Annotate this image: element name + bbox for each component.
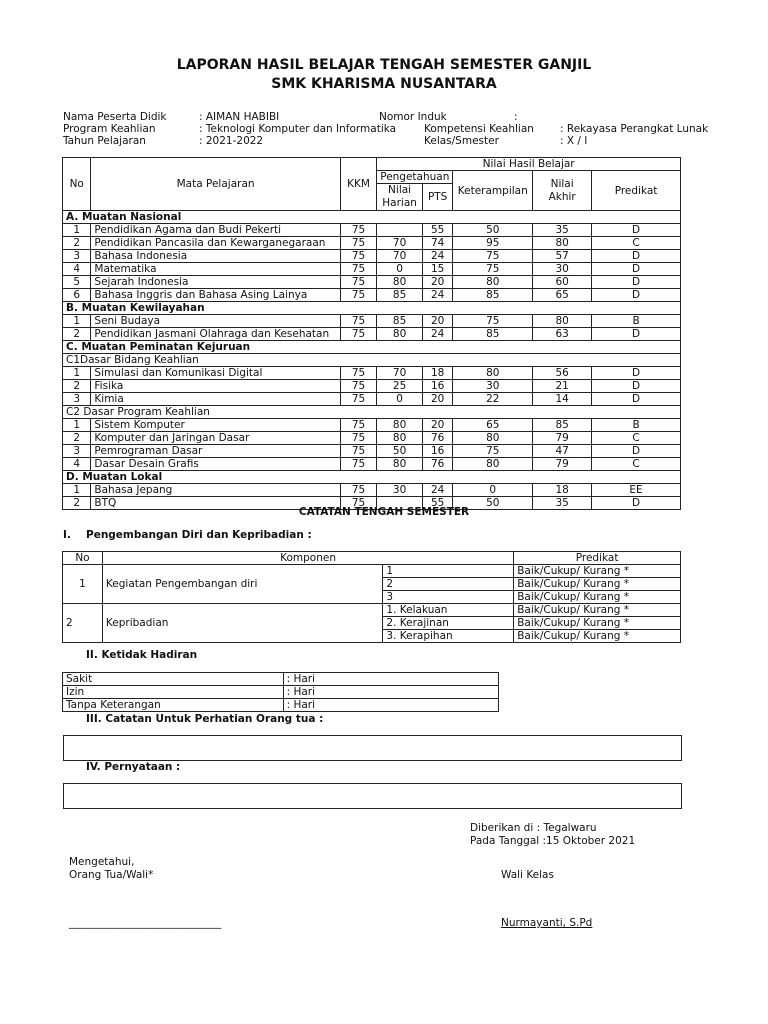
header-pengetahuan: Pengetahuan (377, 171, 453, 184)
grade-kkm: 75 (340, 393, 376, 406)
grade-kkm: 75 (340, 484, 376, 497)
section-header (63, 302, 681, 315)
grade-pts: 76 (422, 432, 452, 445)
grade-keterampilan: 75 (453, 263, 533, 276)
grade-row (63, 419, 681, 432)
subsection-header (63, 354, 681, 367)
section-iv-heading: IV. Pernyataan : (86, 761, 181, 773)
grade-predikat: D (592, 263, 681, 276)
header-pts: PTS (422, 184, 452, 211)
grade-predikat: B (592, 315, 681, 328)
section-header-label: C. Muatan Peminatan Kejuruan (63, 341, 681, 354)
grade-keterampilan: 0 (453, 484, 533, 497)
grade-pts: 74 (422, 237, 452, 250)
wali-kelas-label: Wali Kelas (501, 869, 554, 881)
grade-no: 3 (63, 445, 91, 458)
grade-predikat: D (592, 250, 681, 263)
grade-row (63, 380, 681, 393)
grade-row (63, 276, 681, 289)
grade-subject: Bahasa Inggris dan Bahasa Asing Lainya (91, 289, 340, 302)
grade-no: 1 (63, 367, 91, 380)
grade-row (63, 237, 681, 250)
grade-subject: Simulasi dan Komunikasi Digital (91, 367, 340, 380)
grade-row (63, 484, 681, 497)
grade-pts: 55 (422, 497, 452, 510)
grade-keterampilan: 75 (453, 250, 533, 263)
grade-no: 3 (63, 393, 91, 406)
grade-subject: Seni Budaya (91, 315, 340, 328)
pd-header-no: No (63, 552, 103, 565)
given-place: Diberikan di : Tegalwaru (470, 822, 597, 834)
name-value: : AIMAN HABIBI (199, 111, 280, 123)
grade-predikat: C (592, 237, 681, 250)
grade-pts: 18 (422, 367, 452, 380)
grade-akhir: 79 (533, 432, 592, 445)
grade-kkm: 75 (340, 445, 376, 458)
grade-kkm: 75 (340, 250, 376, 263)
nis-label: Nomor Induk (379, 111, 447, 123)
header-nilai-hasil: Nilai Hasil Belajar (377, 158, 681, 171)
grade-kkm: 75 (340, 328, 376, 341)
mengetahui-label: Mengetahui, (69, 856, 135, 868)
section-header (63, 471, 681, 484)
header-nilai-harian: Nilai Harian (377, 184, 423, 211)
grade-predikat: D (592, 380, 681, 393)
grade-predikat: EE (592, 484, 681, 497)
grade-akhir: 21 (533, 380, 592, 393)
grade-subject: Komputer dan Jaringan Dasar (91, 432, 340, 445)
grade-subject: BTQ (91, 497, 340, 510)
grade-predikat: D (592, 393, 681, 406)
section-header-label: A. Muatan Nasional (63, 211, 681, 224)
grade-pts: 20 (422, 393, 452, 406)
grade-subject: Matematika (91, 263, 340, 276)
grade-harian (377, 224, 423, 237)
catatan-title: CATATAN TENGAH SEMESTER (298, 506, 470, 518)
grade-no: 2 (63, 380, 91, 393)
pd-header-predikat: Predikat (514, 552, 681, 565)
parent-signature-line: _____________________________ (69, 917, 222, 929)
absence-value: : Hari (283, 699, 498, 712)
section-header-label: B. Muatan Kewilayahan (63, 302, 681, 315)
pd-row2-item: 1. Kelakuan (383, 604, 514, 617)
pd-row2-pred: Baik/Cukup/ Kurang * (514, 630, 681, 643)
grade-row (63, 315, 681, 328)
subsection-header-label: C2 Dasar Program Keahlian (63, 406, 681, 419)
grade-akhir: 60 (533, 276, 592, 289)
year-value: : 2021-2022 (199, 135, 264, 147)
grade-subject: Dasar Desain Grafis (91, 458, 340, 471)
grade-akhir: 47 (533, 445, 592, 458)
section-ii-heading: II. Ketidak Hadiran (86, 649, 198, 661)
kompetensi-label: Kompetensi Keahlian (424, 123, 534, 135)
pd-row2-item: 2. Kerajinan (383, 617, 514, 630)
subsection-header (63, 406, 681, 419)
grade-no: 4 (63, 458, 91, 471)
grade-kkm: 75 (340, 263, 376, 276)
pd-row1-pred: Baik/Cukup/ Kurang * (514, 591, 681, 604)
grade-row (63, 224, 681, 237)
section-iii-heading: III. Catatan Untuk Perhatian Orang tua : (86, 713, 324, 725)
grade-subject: Pendidikan Pancasila dan Kewarganegaraan (91, 237, 340, 250)
grade-harian: 0 (377, 393, 423, 406)
grade-row (63, 393, 681, 406)
grade-predikat: D (592, 328, 681, 341)
subsection-header-label: C1Dasar Bidang Keahlian (63, 354, 681, 367)
section-header-label: D. Muatan Lokal (63, 471, 681, 484)
absence-label: Izin (63, 686, 284, 699)
grade-pts: 20 (422, 315, 452, 328)
pd-row2-name: Kepribadian (102, 604, 383, 643)
grade-akhir: 57 (533, 250, 592, 263)
grade-akhir: 30 (533, 263, 592, 276)
grade-subject: Sejarah Indonesia (91, 276, 340, 289)
grade-no: 1 (63, 224, 91, 237)
grade-row (63, 367, 681, 380)
pd-row1-item: 3 (383, 591, 514, 604)
grade-harian: 80 (377, 328, 423, 341)
pd-row2-no: 2 (63, 604, 103, 643)
grade-no: 1 (63, 484, 91, 497)
grade-subject: Bahasa Jepang (91, 484, 340, 497)
program-label: Program Keahlian (63, 123, 156, 135)
grade-kkm: 75 (340, 419, 376, 432)
grade-predikat: C (592, 458, 681, 471)
grade-kkm: 75 (340, 458, 376, 471)
grade-subject: Fisika (91, 380, 340, 393)
pengembangan-table (62, 551, 681, 643)
grade-subject: Pendidikan Agama dan Budi Pekerti (91, 224, 340, 237)
grade-akhir: 14 (533, 393, 592, 406)
grade-pts: 16 (422, 380, 452, 393)
absence-label: Sakit (63, 673, 284, 686)
grade-kkm: 75 (340, 224, 376, 237)
grade-subject: Pemrograman Dasar (91, 445, 340, 458)
grade-harian: 70 (377, 367, 423, 380)
grade-keterampilan: 22 (453, 393, 533, 406)
year-label: Tahun Pelajaran (63, 135, 146, 147)
orang-tua-label: Orang Tua/Wali* (69, 869, 154, 881)
grade-akhir: 65 (533, 289, 592, 302)
grade-keterampilan: 75 (453, 445, 533, 458)
grade-harian: 80 (377, 276, 423, 289)
grade-pts: 24 (422, 250, 452, 263)
grade-harian: 80 (377, 458, 423, 471)
grade-harian: 0 (377, 263, 423, 276)
grade-keterampilan: 75 (453, 315, 533, 328)
grade-no: 2 (63, 497, 91, 510)
school-name: SMK KHARISMA NUSANTARA (271, 76, 497, 92)
grade-predikat: D (592, 289, 681, 302)
grade-akhir: 56 (533, 367, 592, 380)
grade-predikat: B (592, 419, 681, 432)
kompetensi-value: : Rekayasa Perangkat Lunak (560, 123, 709, 135)
grades-table (62, 157, 681, 510)
teacher-name: Nurmayanti, S.Pd (501, 917, 593, 929)
grade-no: 3 (63, 250, 91, 263)
grade-subject: Bahasa Indonesia (91, 250, 340, 263)
pd-header-komponen: Komponen (102, 552, 513, 565)
grade-no: 2 (63, 328, 91, 341)
header-subject: Mata Pelajaran (91, 158, 340, 211)
grade-no: 2 (63, 432, 91, 445)
grade-akhir: 80 (533, 237, 592, 250)
grade-pts: 24 (422, 328, 452, 341)
pernyataan-box (63, 783, 682, 809)
absence-label: Tanpa Keterangan (63, 699, 284, 712)
grade-pts: 15 (422, 263, 452, 276)
grade-row (63, 289, 681, 302)
section-header (63, 211, 681, 224)
pd-row1-pred: Baik/Cukup/ Kurang * (514, 578, 681, 591)
grade-subject: Sistem Komputer (91, 419, 340, 432)
grade-keterampilan: 85 (453, 328, 533, 341)
grade-pts: 55 (422, 224, 452, 237)
grade-no: 6 (63, 289, 91, 302)
grade-no: 4 (63, 263, 91, 276)
grade-akhir: 35 (533, 224, 592, 237)
grade-kkm: 75 (340, 237, 376, 250)
grade-akhir: 85 (533, 419, 592, 432)
grade-akhir: 18 (533, 484, 592, 497)
catatan-ortu-box (63, 735, 682, 761)
absence-value: : Hari (283, 686, 498, 699)
program-value: : Teknologi Komputer dan Informatika (199, 123, 397, 135)
grade-pts: 16 (422, 445, 452, 458)
grade-keterampilan: 80 (453, 458, 533, 471)
grade-keterampilan: 80 (453, 432, 533, 445)
grade-kkm: 75 (340, 432, 376, 445)
name-label: Nama Peserta Didik (63, 111, 167, 123)
grade-akhir: 63 (533, 328, 592, 341)
grade-harian: 85 (377, 315, 423, 328)
grade-keterampilan: 50 (453, 497, 533, 510)
header-nilai-akhir: Nilai Akhir (533, 171, 592, 211)
given-date: Pada Tanggal :15 Oktober 2021 (470, 835, 636, 847)
grade-akhir: 80 (533, 315, 592, 328)
grade-no: 5 (63, 276, 91, 289)
grade-keterampilan: 50 (453, 224, 533, 237)
grade-harian: 80 (377, 432, 423, 445)
pd-row1-pred: Baik/Cukup/ Kurang * (514, 565, 681, 578)
section-i-num: I. (63, 529, 71, 541)
grade-predikat: D (592, 224, 681, 237)
grade-harian: 80 (377, 419, 423, 432)
grade-pts: 20 (422, 419, 452, 432)
pd-row1-name: Kegiatan Pengembangan diri (102, 565, 383, 604)
grade-keterampilan: 65 (453, 419, 533, 432)
header-no: No (63, 158, 91, 211)
grade-pts: 24 (422, 289, 452, 302)
grade-kkm: 75 (340, 380, 376, 393)
grade-pts: 20 (422, 276, 452, 289)
grade-kkm: 75 (340, 367, 376, 380)
nis-value: : (514, 111, 518, 123)
grade-predikat: C (592, 432, 681, 445)
grade-kkm: 75 (340, 289, 376, 302)
grade-akhir: 35 (533, 497, 592, 510)
grade-predikat: D (592, 276, 681, 289)
pd-row1-item: 1 (383, 565, 514, 578)
grade-keterampilan: 80 (453, 367, 533, 380)
grade-keterampilan: 85 (453, 289, 533, 302)
pd-row2-pred: Baik/Cukup/ Kurang * (514, 604, 681, 617)
grade-predikat: D (592, 445, 681, 458)
grade-row (63, 445, 681, 458)
section-i-heading: Pengembangan Diri dan Kepribadian : (86, 529, 312, 541)
kehadiran-table (62, 672, 499, 712)
section-header (63, 341, 681, 354)
class-label: Kelas/Smester (424, 135, 499, 147)
pd-row1-no: 1 (63, 565, 103, 604)
header-predikat: Predikat (592, 171, 681, 211)
grade-harian: 25 (377, 380, 423, 393)
grade-row (63, 432, 681, 445)
grade-no: 2 (63, 237, 91, 250)
grade-keterampilan: 95 (453, 237, 533, 250)
pd-row1-item: 2 (383, 578, 514, 591)
report-title: LAPORAN HASIL BELAJAR TENGAH SEMESTER GANJIL (176, 57, 592, 73)
header-keterampilan: Keterampilan (453, 171, 533, 211)
grade-akhir: 79 (533, 458, 592, 471)
grade-kkm: 75 (340, 315, 376, 328)
grade-harian: 85 (377, 289, 423, 302)
grade-subject: Pendidikan Jasmani Olahraga dan Kesehatan (91, 328, 340, 341)
grade-subject: Kimia (91, 393, 340, 406)
grade-keterampilan: 80 (453, 276, 533, 289)
grade-pts: 24 (422, 484, 452, 497)
class-value: : X / I (560, 135, 588, 147)
grade-harian: 70 (377, 237, 423, 250)
grade-no: 1 (63, 315, 91, 328)
grade-kkm: 75 (340, 276, 376, 289)
grade-kkm: 75 (340, 497, 376, 510)
absence-value: : Hari (283, 673, 498, 686)
grade-pts: 76 (422, 458, 452, 471)
grade-harian: 50 (377, 445, 423, 458)
grade-row (63, 263, 681, 276)
pd-row2-item: 3. Kerapihan (383, 630, 514, 643)
grade-predikat: D (592, 497, 681, 510)
grade-row (63, 328, 681, 341)
grade-harian: 70 (377, 250, 423, 263)
grade-keterampilan: 30 (453, 380, 533, 393)
pd-row2-pred: Baik/Cukup/ Kurang * (514, 617, 681, 630)
grade-harian: 30 (377, 484, 423, 497)
grade-no: 1 (63, 419, 91, 432)
grade-predikat: D (592, 367, 681, 380)
header-kkm: KKM (340, 158, 376, 211)
grade-row (63, 250, 681, 263)
grade-row (63, 458, 681, 471)
